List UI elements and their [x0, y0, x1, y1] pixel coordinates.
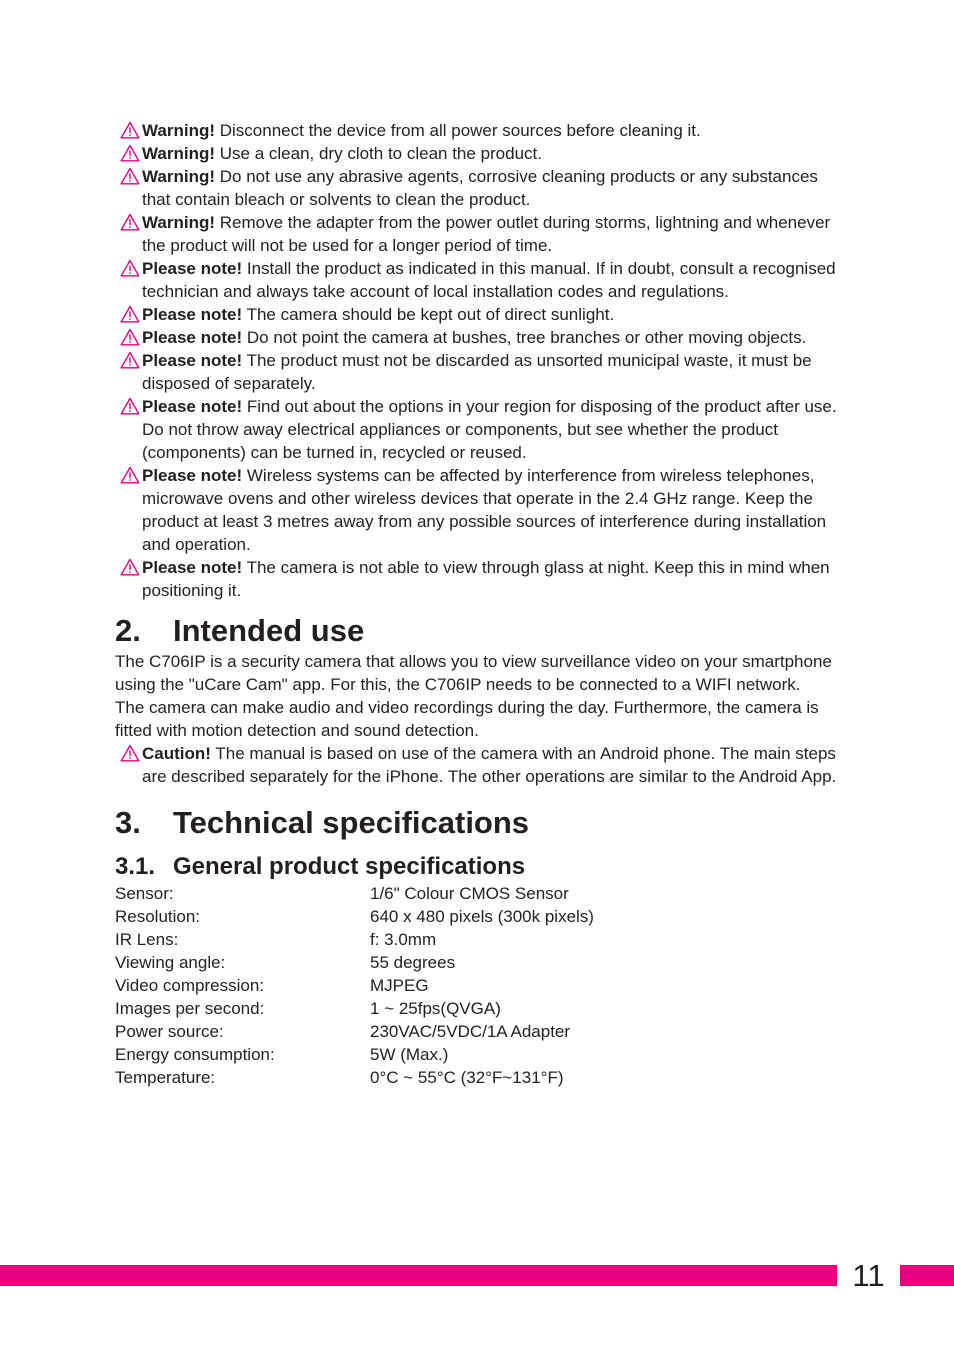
- spec-value: 1/6" Colour CMOS Sensor: [370, 884, 569, 903]
- intended-use-paragraph: The C706IP is a security camera that allows you to view surveillance video on your smartphone using the "uCare Cam" app. For this, the C706IP needs to be connected to a WIFI network.: [115, 652, 832, 694]
- subsection-heading-general-specifications: [115, 852, 840, 882]
- spec-row: [115, 951, 840, 974]
- subsection-title: General product specifications: [173, 853, 526, 880]
- spec-row: [115, 882, 840, 905]
- spec-value: 230VAC/5VDC/1A Adapter: [370, 1022, 571, 1041]
- spec-row: [115, 1066, 840, 1089]
- warning-label: Please note!: [142, 328, 243, 347]
- spec-label: Sensor:: [115, 884, 174, 903]
- warning-item: [115, 119, 840, 142]
- spec-row: [115, 1020, 840, 1043]
- warning-text: Do not point the camera at bushes, tree branches or other moving objects.: [242, 328, 807, 347]
- warning-triangle-icon: [120, 213, 140, 231]
- warning-item: [115, 395, 840, 464]
- spec-value: MJPEG: [370, 976, 429, 995]
- spec-label: Power source:: [115, 1022, 224, 1041]
- warning-label: Please note!: [142, 466, 243, 485]
- footer-accent-bar: [0, 1265, 954, 1286]
- warning-item: [115, 165, 840, 211]
- section-heading-intended-use: [115, 612, 840, 650]
- section-heading-technical-specifications: [115, 804, 840, 842]
- warning-item: [115, 349, 840, 395]
- warning-triangle-icon: [120, 167, 140, 185]
- warning-triangle-icon: [120, 305, 140, 323]
- warning-label: Warning!: [142, 144, 216, 163]
- spec-label: Video compression:: [115, 976, 264, 995]
- spec-value: 640 x 480 pixels (300k pixels): [370, 907, 594, 926]
- warning-triangle-icon: [120, 466, 140, 484]
- warning-text: Remove the adapter from the power outlet during storms, lightning and whenever the product will not be used for a longer period of time.: [142, 213, 831, 255]
- warning-label: Please note!: [142, 305, 243, 324]
- spec-label: Viewing angle:: [115, 953, 226, 972]
- warning-text: The product must not be discarded as unsorted municipal waste, it must be disposed of separately.: [142, 351, 812, 393]
- spec-label: Images per second:: [115, 999, 265, 1018]
- warning-text: Disconnect the device from all power sources before cleaning it.: [215, 121, 701, 140]
- spec-row: [115, 974, 840, 997]
- warning-item: [115, 211, 840, 257]
- warning-item: [115, 142, 840, 165]
- section-title: Intended use: [173, 613, 365, 648]
- warning-label: Please note!: [142, 259, 243, 278]
- spec-label: Energy consumption:: [115, 1045, 275, 1064]
- warning-item: [115, 556, 840, 602]
- warning-item: [115, 303, 840, 326]
- spec-value: 0°C ~ 55°C (32°F~131°F): [370, 1068, 564, 1087]
- warning-text: Install the product as indicated in this manual. If in doubt, consult a recognised technician and always take account of local installation codes and regulations.: [142, 259, 836, 301]
- caution-text: The manual is based on use of the camera with an Android phone. The main steps are described separately for the iPhone. The other operations are similar to the Android App.: [142, 744, 837, 786]
- spec-label: IR Lens:: [115, 930, 179, 949]
- spec-row: [115, 905, 840, 928]
- section-number: 3.: [115, 805, 141, 840]
- warning-item: [115, 257, 840, 303]
- warning-triangle-icon: [120, 397, 140, 415]
- caution-note: [115, 742, 840, 788]
- warning-item: [115, 326, 840, 349]
- warning-text: The camera should be kept out of direct sunlight.: [242, 305, 615, 324]
- warning-label: Warning!: [142, 213, 216, 232]
- warning-triangle-icon: [120, 259, 140, 277]
- spec-value: f: 3.0mm: [370, 930, 437, 949]
- spec-table: [115, 882, 840, 1089]
- warning-label: Please note!: [142, 558, 243, 577]
- spec-value: 5W (Max.): [370, 1045, 449, 1064]
- spec-label: Temperature:: [115, 1068, 216, 1087]
- warning-triangle-icon: [120, 558, 140, 576]
- section-title: Technical specifications: [173, 805, 530, 840]
- warning-text: Do not use any abrasive agents, corrosive cleaning products or any substances that contain bleach or solvents to clean the product.: [142, 167, 818, 209]
- warning-label: Warning!: [142, 167, 216, 186]
- warning-triangle-icon: [120, 351, 140, 369]
- intended-use-paragraph: The camera can make audio and video recordings during the day. Furthermore, the camera is fitted with motion detection and sound detection.: [115, 698, 819, 740]
- warning-label: Please note!: [142, 351, 243, 370]
- warning-triangle-icon: [120, 328, 140, 346]
- warning-text: Find out about the options in your region for disposing of the product after use. Do not throw away electrical appliances or components, but see whether the product (components) can be turned in, recycled or reused.: [142, 397, 837, 462]
- warning-item: [115, 464, 840, 556]
- spec-value: 55 degrees: [370, 953, 456, 972]
- section-number: 2.: [115, 613, 141, 648]
- warning-text: Wireless systems can be affected by interference from wireless telephones, microwave ovens and other wireless devices that operate in the 2.4 GHz range. Keep the product at least 3 metres away from any possible sources of interference during installation and operation.: [142, 466, 827, 554]
- spec-row: [115, 928, 840, 951]
- warning-list: [115, 119, 840, 602]
- caution-label: Caution!: [142, 744, 211, 763]
- spec-value: 1 ~ 25fps(QVGA): [370, 999, 501, 1018]
- page-content: [115, 119, 840, 1089]
- warning-label: Please note!: [142, 397, 243, 416]
- spec-label: Resolution:: [115, 907, 201, 926]
- page-number: 11: [837, 1259, 900, 1292]
- spec-row: [115, 997, 840, 1020]
- spec-row: [115, 1043, 840, 1066]
- warning-label: Warning!: [142, 121, 216, 140]
- warning-text: Use a clean, dry cloth to clean the product.: [215, 144, 542, 163]
- warning-text: The camera is not able to view through glass at night. Keep this in mind when positioning it.: [142, 558, 830, 600]
- warning-triangle-icon: [120, 744, 140, 762]
- warning-triangle-icon: [120, 144, 140, 162]
- warning-triangle-icon: [120, 121, 140, 139]
- subsection-number: 3.1.: [115, 853, 156, 880]
